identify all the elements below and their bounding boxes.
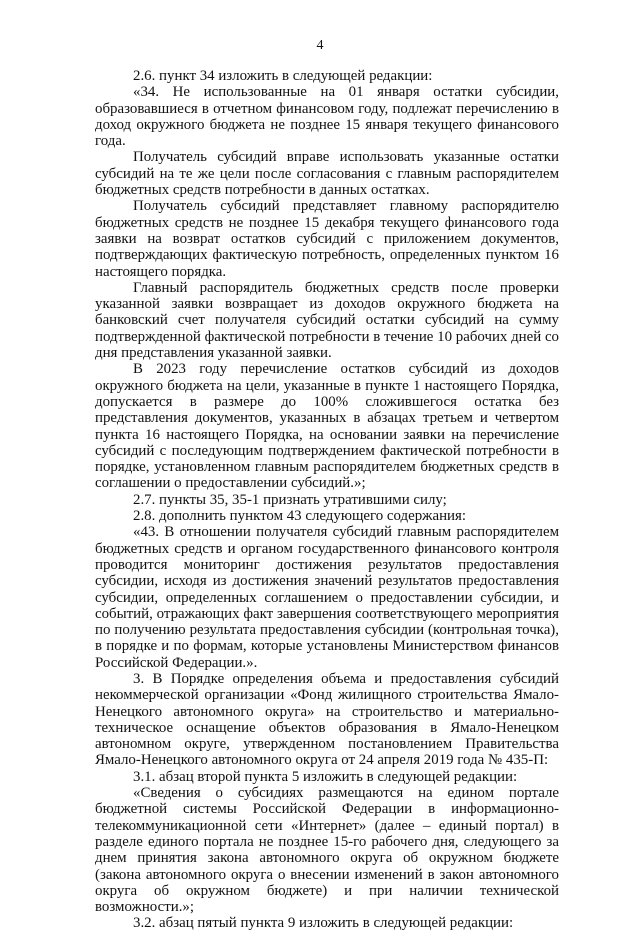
paragraph-main-manager: Главный распорядитель бюджетных средств после проверки указанной заявки возвращает из доходов окружного бюджета на банковский счет получателя субсидий остатки субсидий на сумму подтвержденной фактической потребности в течение 10 рабочих дней со дня представления указанной заявки. xyxy=(95,279,559,362)
paragraph-3-2: 3.2. абзац пятый пункта 9 изложить в следующей редакции: xyxy=(133,915,514,932)
paragraph-3: 3. В Порядке определения объема и предоставления субсидий некоммерческой организации «Фонд жилищного строительства Ямало-Ненецкого автономного округа» на строительство и материально-техническое оснащение объектов образования в Ямало-Ненецком автономном округе, утвержденном постановлением Правительства Ямало-Ненецкого автономного округа от 24 апреля 2019 года № 435-П: xyxy=(95,670,559,769)
paragraph-3-1: 3.1. абзац второй пункта 5 изложить в следующей редакции: xyxy=(133,768,518,785)
paragraph-34: «34. Не использованные на 01 января остатки субсидии, образовавшиеся в отчетном финансовом году, подлежат перечислению в доход окружного бюджета не позднее 15 января текущего финансового года. xyxy=(95,84,559,150)
paragraph-2023: В 2023 году перечисление остатков субсидий из доходов окружного бюджета на цели, указанные в пункте 1 настоящего Порядка, допускается в размере до 100% сложившегося остатка без представления документов, указанных в абзацах третьем и четвертом пункта 16 настоящего Порядка, на основании заявки на перечисление субсидий с последующим подтверждением фактической потребности в порядке, установленном главным распорядителем бюджетных средств в соглашении о предоставлении субсидий.»; xyxy=(95,361,559,492)
paragraph-2-6: 2.6. пункт 34 изложить в следующей редакции: xyxy=(133,68,433,84)
paragraph-subsidy-info: «Сведения о субсидиях размещаются на едином портале бюджетной системы Российской Федерации в информационно-телекоммуникационной сети «Интернет» (далее – единый портал) в разделе единого портала не позднее 15-го рабочего дня, следующего за днем принятия закона автономного округа об окружном бюджете (закона автономного округа о внесении изменений в закон автономного округа об окружном бюджете) и при наличии технической возможности.»; xyxy=(95,785,559,916)
page-number: 4 xyxy=(316,38,324,53)
paragraph-recipient-request: Получатель субсидий представляет главному распорядителю бюджетных средств не позднее 15 декабря текущего финансового года заявки на возврат остатков субсидий с приложением документов, подтверждающих фактическую потребность, определенных пунктом 16 настоящего порядка. xyxy=(95,198,559,280)
document-body xyxy=(95,68,559,932)
paragraph-2-7: 2.7. пункты 35, 35-1 признать утратившими силу; xyxy=(133,491,447,508)
paragraph-recipient-use: Получатель субсидий вправе использовать указанные остатки субсидий на те же цели после согласования с главным распорядителем бюджетных средств потребности в данных остатках. xyxy=(95,149,559,199)
paragraph-43: «43. В отношении получателя субсидий главным распорядителем бюджетных средств и органом государственного финансового контроля проводится мониторинг достижения результатов предоставления субсидии, исходя из достижения значений результатов предоставления субсидии, определенных соглашением о предоставлении субсидии, и событий, отражающих факт завершения соответствующего мероприятия по получению результата предоставления субсидии (контрольная точка), в порядке и по формам, которые установлены Министерством финансов Российской Федерации.». xyxy=(95,524,559,671)
paragraph-2-8: 2.8. дополнить пунктом 43 следующего содержания: xyxy=(133,508,466,525)
